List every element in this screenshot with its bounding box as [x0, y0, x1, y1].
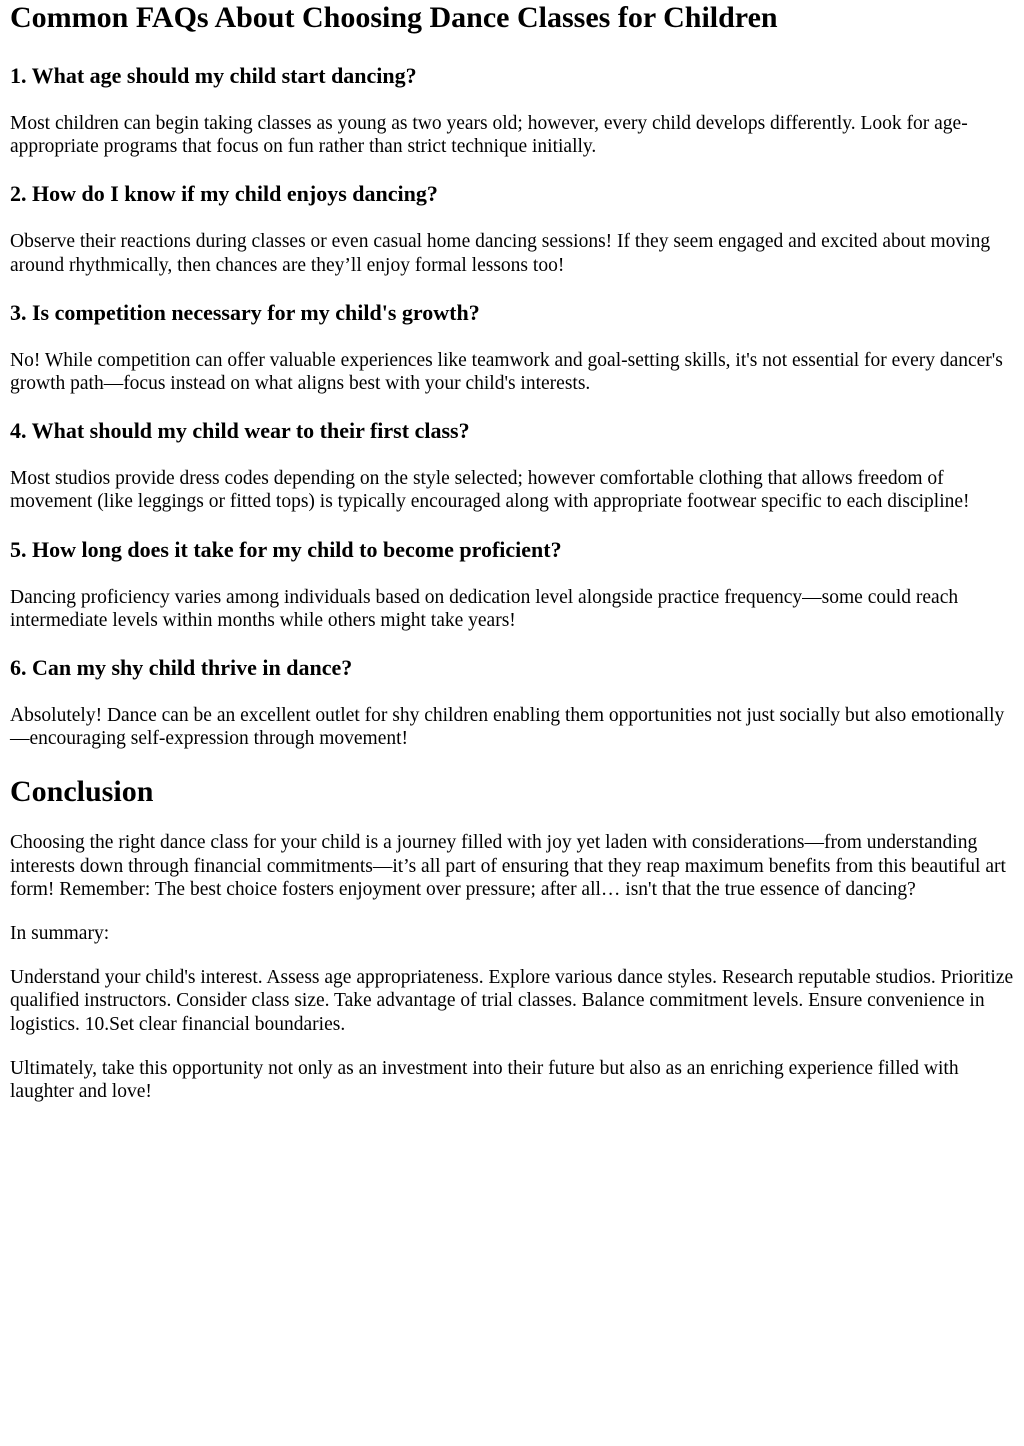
- faq-question-2: 2. How do I know if my child enjoys dancing?: [10, 181, 438, 207]
- faq-answer-4: Most studios provide dress codes depending on the style selected; however comfortable clothing that allows freedom of movement (like leggings or fitted tops) is typically encouraged along with appropriate footwear specific to each discipline!: [10, 468, 970, 513]
- faq-question-3: 3. Is competition necessary for my child's growth?: [10, 299, 480, 325]
- faq-question-6: 6. Can my shy child thrive in dance?: [10, 655, 353, 681]
- faq-question-5: 5. How long does it take for my child to become proficient?: [10, 536, 562, 562]
- faq-question-1: 1. What age should my child start dancing?: [10, 63, 417, 88]
- faq-question-4: 4. What should my child wear to their first class?: [10, 418, 470, 444]
- conclusion-section: [10, 775, 1016, 1103]
- faq-answer-3: No! While competition can offer valuable experiences like teamwork and goal-setting skills, it's not essential for every dancer's growth path—focus instead on what aligns best with your child's interests.: [10, 349, 1003, 395]
- summary-label: In summary:: [10, 923, 110, 945]
- faq-section: [10, 63, 1016, 750]
- conclusion-heading: Conclusion: [10, 775, 154, 809]
- faq-answer-2: Observe their reactions during classes or even casual home dancing sessions! If they seem engaged and excited about moving around rhythmically, then chances are they’ll enjoy formal lessons too!: [10, 231, 991, 276]
- faq-answer-6: Absolutely! Dance can be an excellent outlet for shy children enabling them opportunities not just socially but also emotionally—encouraging self-expression through movement!: [10, 705, 1005, 750]
- faq-answer-5: Dancing proficiency varies among individuals based on dedication level alongside practice frequency—some could reach intermediate levels within months while others might take years!: [10, 586, 959, 631]
- page-title: Common FAQs About Choosing Dance Classes for Children: [10, 1, 778, 34]
- closing-paragraph: Ultimately, take this opportunity not only as an investment into their future but also as an enriching experience filled with laughter and love!: [10, 1057, 959, 1103]
- summary-text: Understand your child's interest. Assess age appropriateness. Explore various dance styles. Research reputable studios. Prioritize qualified instructors. Consider class size. Take advantage of trial classes. Balance commitment levels. Ensure convenience in logistics. 10.Set clear financial boundaries.: [10, 967, 1014, 1035]
- faq-answer-1: Most children can begin taking classes as young as two years old; however, every child develops differently. Look for age-appropriate programs that focus on fun rather than strict technique initially.: [10, 113, 968, 158]
- conclusion-paragraph: Choosing the right dance class for your child is a journey filled with joy yet laden with considerations—from understanding interests down through financial commitments—it’s all part of ensuring that they reap maximum benefits from this beautiful art form! Remember: The best choice fosters enjoyment over pressure; after all… isn't that the true essence of dancing?: [10, 832, 1006, 900]
